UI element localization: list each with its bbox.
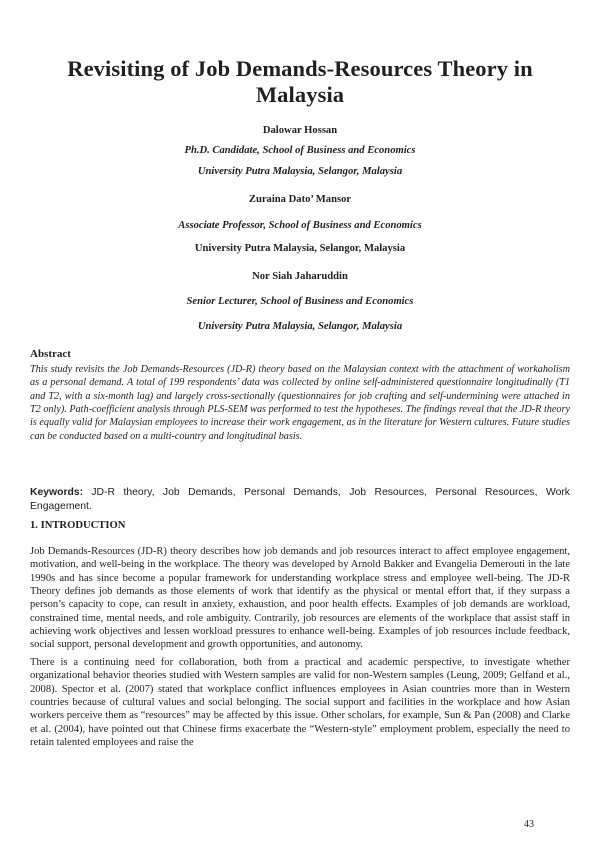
author-affiliation: University Putra Malaysia, Selangor, Malaysia xyxy=(197,321,403,332)
keywords xyxy=(30,486,570,513)
author-position: Senior Lecturer, School of Business and Economics xyxy=(186,296,414,307)
author-position: Ph.D. Candidate, School of Business and Economics xyxy=(184,145,416,156)
author-affiliation: University Putra Malaysia, Selangor, Malaysia xyxy=(194,243,406,254)
page-number: 43 xyxy=(524,819,534,830)
author-affiliation: University Putra Malaysia, Selangor, Malaysia xyxy=(197,166,403,177)
body-paragraph: There is a continuing need for collaboration, both from a practical and academic perspective, to investigate whether organizational behavior theories studied with Western samples are valid for non-Western samples (Leung, 2009; Gelfand et al., 2008). Spector et al. (2007) stated that workplace conflict influences employees in Asian countries more than in Western countries because of cultural values and social belonging. The social support and facilities in the workplace and how Asian workers perceive them as “resources” may be affected by this issue. Other scholars, for example, Sun & Pan (2008) and Clarke et al. (2004), have pointed out that Chinese firms exacerbate the “Western-style” employment problem, especially the need to retain talented employees and raise the xyxy=(30,657,570,749)
paper-title: Revisiting of Job Demands-Resources Theory in Malaysia xyxy=(67,56,533,107)
author-position: Associate Professor, School of Business and Economics xyxy=(178,220,422,231)
section-heading: 1. INTRODUCTION xyxy=(30,520,126,531)
author-name: Dalowar Hossan xyxy=(262,125,338,136)
author-name: Zuraina Dato’ Mansor xyxy=(248,194,352,205)
abstract-text: This study revisits the Job Demands-Resources (JD-R) theory based on the Malaysian context with the attachment of workaholism as a personal demand. A total of 199 respondents’ data was collected by online self-administered questionnaire longitudinally (T1 and T2, with a six-month lag) and largely cross-sectionally (questionnaires for job crafting and self-undermining were attached in T2 only). Path-coefficient analysis through PLS-SEM was performed to test the hypotheses. The findings reveal that the JD-R theory is equally valid for Malaysian employees to increase their work engagement, as in the literature for Western cultures. Future studies can be conducted based on a multi-country and longitudinal basis. xyxy=(30,364,570,442)
keywords-label: Keywords: xyxy=(30,487,84,498)
abstract-heading: Abstract xyxy=(30,348,71,360)
author-name: Nor Siah Jaharuddin xyxy=(252,271,348,282)
keywords-text: JD-R theory, Job Demands, Personal Demands, Job Resources, Personal Resources, Work Engagement. xyxy=(30,487,571,512)
body-paragraph: Job Demands-Resources (JD-R) theory describes how job demands and job resources interact to affect employee engagement, motivation, and well-being in the workplace. The theory was developed by Arnold Bakker and Evangelia Demerouti in the late 1990s and has since become a popular framework for understanding workplace stress and employee well-being. The JD-R Theory defines job demands as those elements of work that identify as the physical or mental effort that, if they surpass a person’s capacity to cope, can result in anxiety, exhaustion, and poor health effects. Examples of job demands are workload, constrained time, mental needs, and role ambiguity. Contrarily, job resources are elements of the workplace that assist staff in achieving work objectives and lessen workload pressures to enhance well-being. Examples of job resources include feedback, social support, personal development and growth opportunities, and autonomy. xyxy=(30,546,570,651)
